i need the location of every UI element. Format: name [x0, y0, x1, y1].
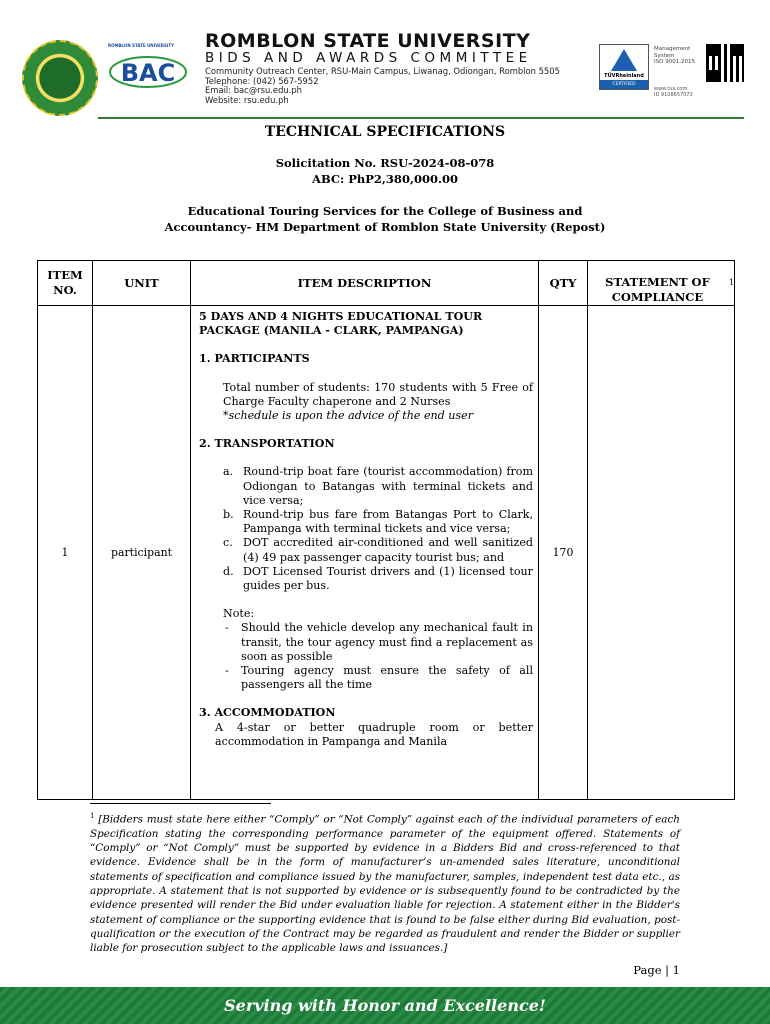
page-number: Page | 1	[633, 963, 680, 977]
footer-banner	[0, 987, 770, 1024]
list-marker: c.	[223, 536, 233, 550]
compliance-cell[interactable]	[588, 306, 735, 800]
list-item	[223, 565, 533, 593]
unit-cell: participant	[93, 306, 191, 800]
subject-line: Accountancy- HM Department of Romblon State University (Repost)	[164, 220, 606, 234]
list-text: DOT accredited air-conditioned and well sanitized (4) 49 pax passenger capacity tourist bus; and	[243, 536, 533, 564]
list-marker: d.	[223, 564, 234, 578]
university-name: ROMBLON STATE UNIVERSITY	[205, 30, 531, 52]
tuv-label: TÜVRheinland	[604, 73, 644, 79]
list-item	[223, 508, 533, 536]
qr-code-icon	[706, 44, 744, 82]
header-description-label: ITEM DESCRIPTION	[297, 275, 432, 290]
footnote-number: 1	[90, 812, 95, 820]
code-line: ID 9108657073	[654, 92, 693, 98]
header-description	[191, 261, 539, 306]
bac-logo-text: BAC	[120, 59, 176, 87]
management-system-label	[654, 46, 695, 66]
footnote	[90, 809, 680, 955]
list-marker: -	[225, 664, 229, 678]
header-qty-label: QTY	[549, 275, 577, 290]
transportation-list	[199, 465, 533, 593]
list-text: Round-trip bus fare from Batangas Port to Clark, Pampanga with terminal tickets and vice versa;	[243, 508, 533, 536]
list-text: DOT Licensed Tourist drivers and (1) licensed tour guides per bus.	[243, 564, 533, 593]
accommodation-text: A 4-star or better quadruple room or better accommodation in Pampanga and Manila	[215, 720, 533, 748]
table-header-row	[38, 261, 735, 306]
table-row	[38, 306, 735, 800]
website-line: Website: rsu.edu.ph	[205, 94, 289, 105]
mgmt-line: System	[654, 52, 675, 59]
address-line: Community Outreach Center, RSU-Main Campus, Liwanag, Odiongan, Romblon 5505	[205, 66, 560, 76]
list-item	[223, 536, 533, 564]
header-item-no-label: ITEM NO.	[47, 268, 83, 297]
tuv-certification-badge	[599, 44, 649, 90]
header-qty	[539, 261, 588, 306]
header-divider	[98, 117, 744, 119]
list-marker: -	[225, 621, 229, 635]
subject-line: Educational Touring Services for the College of Business and	[187, 204, 583, 218]
header-compliance	[588, 261, 735, 306]
footnote-divider	[90, 803, 271, 804]
transportation-heading: 2. TRANSPORTATION	[199, 437, 335, 451]
tuv-band	[600, 80, 648, 89]
note-label: Note:	[223, 607, 255, 621]
header-unit	[93, 261, 191, 306]
letterhead	[0, 0, 770, 120]
mgmt-line: Management	[654, 46, 691, 52]
package-title: 5 DAYS AND 4 NIGHTS EDUCATIONAL TOUR PACKAGE (MANILA - CLARK, PAMPANGA)	[199, 310, 483, 338]
header-unit-label: UNIT	[124, 275, 159, 290]
bac-logo-caption: ROMBLON STATE UNIVERSITY	[108, 43, 174, 48]
list-item	[225, 621, 533, 664]
participants-text: Total number of students: 170 students with 5 Free of Charge Faculty chaperone and 2 Nurses	[223, 380, 533, 408]
contact-block	[205, 67, 560, 105]
footnote-text: [Bidders must state here either “Comply” or “Not Comply” against each of the individual parameters of each Specification stating the corresponding performance parameter of the equipment offered. Statements of “Comply” or “Not Comply” must be supported by evidence in a Bidders Bid and cross-referenced to that evidence. Evidence shall be in the form of manufacturer’s un-amended sales literature, unconditional statements of specification and compliance issued by the manufacturer, samples, independent test data etc., as appropriate. A statement that is not supported by evidence or is subsequently found to be contradicted by the evidence presented will render the Bid under evaluation liable for rejection. A statement either in the Bidder's statement of compliance or the supporting evidence that is found to be false either during Bid evaluation, post-qualification or the execution of the Contract may be regarded as fraudulent and render the Bidder or supplier liable for prosecution subject to the applicable laws and issuances.]	[90, 813, 681, 955]
abc-amount: ABC: PhP2,380,000.00	[312, 172, 458, 186]
specifications-table	[37, 260, 735, 800]
header-item-no	[38, 261, 93, 306]
item-no-cell: 1	[38, 306, 93, 800]
solicitation-number: Solicitation No. RSU-2024-08-078	[275, 156, 495, 170]
list-text: Should the vehicle develop any mechanical fault in transit, the tour agency must find a replacement as soon as possible	[241, 621, 533, 663]
qty-cell: 170	[539, 306, 588, 800]
list-marker: a.	[223, 465, 234, 479]
list-item	[225, 664, 533, 692]
bac-logo-icon	[108, 48, 188, 90]
telephone-line: Telephone: (042) 567-5952	[205, 75, 319, 86]
participants-heading: 1. PARTICIPANTS	[199, 352, 310, 366]
note-block	[199, 607, 533, 692]
accommodation-heading: 3. ACCOMMODATION	[199, 706, 336, 720]
header-compliance-label: STATEMENT OF COMPLIANCE	[605, 275, 710, 304]
document-title: TECHNICAL SPECIFICATIONS	[264, 124, 506, 140]
subject-heading	[0, 203, 770, 235]
description-cell	[191, 306, 539, 800]
participants-note: *schedule is upon the advice of the end user	[223, 409, 473, 423]
list-text: Touring agency must ensure the safety of all passengers all the time	[241, 664, 533, 692]
mgmt-line: ISO 9001:2015	[654, 59, 696, 65]
footer-tagline: Serving with Honor and Excellence!	[224, 996, 546, 1015]
university-seal-icon	[22, 40, 98, 116]
list-text: Round-trip boat fare (tourist accommodation) from Odiongan to Batangas with terminal tickets and vice versa;	[243, 465, 533, 507]
code-line: www.tuv.com	[654, 86, 688, 92]
email-line: Email: bac@rsu.edu.ph	[205, 85, 302, 96]
footnote-ref: 1	[728, 278, 734, 287]
committee-name: BIDS AND AWARDS COMMITTEE	[205, 50, 532, 66]
tuv-band-label: CERTIFIED	[612, 82, 636, 87]
list-item	[223, 465, 533, 508]
note-list	[223, 621, 533, 692]
tuv-triangle-icon	[611, 49, 637, 71]
certificate-codes	[654, 86, 693, 98]
list-marker: b.	[223, 508, 234, 522]
